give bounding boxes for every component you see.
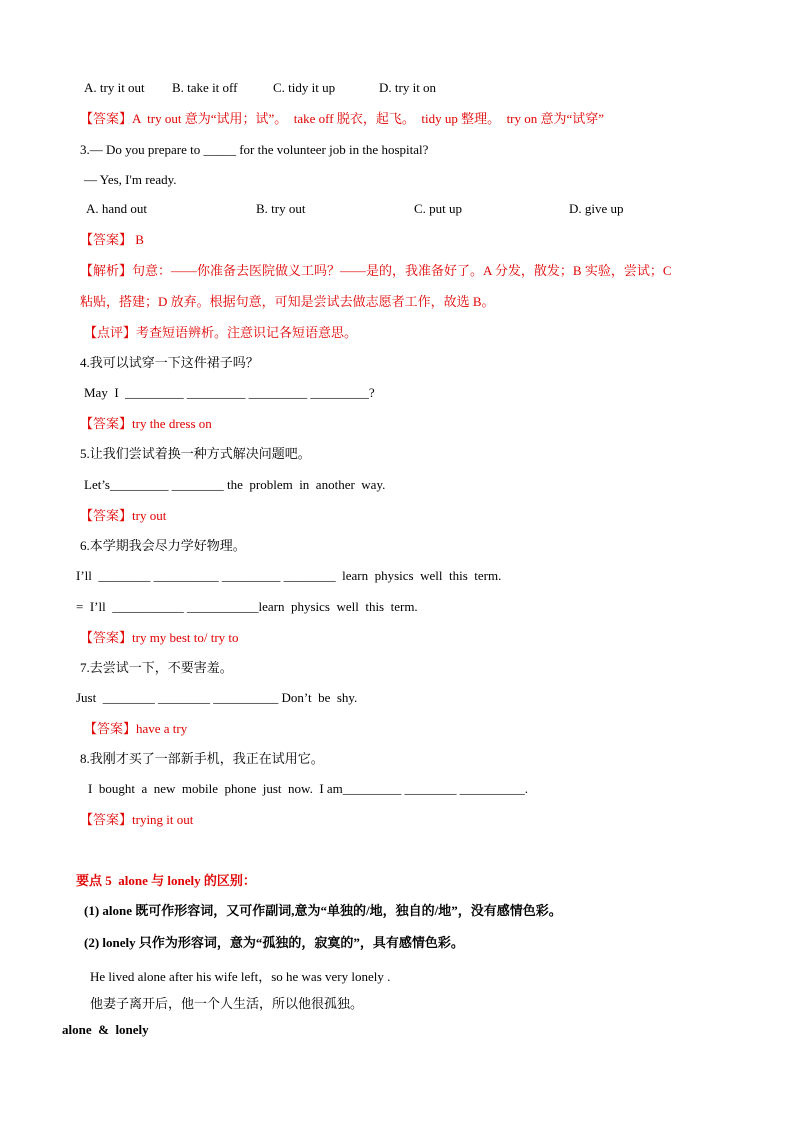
q6-blank-line-2: = I’ll ___________ ___________learn physics well this term. xyxy=(76,599,418,614)
q8-blank-line: I bought a new mobile phone just now. I am_________ ________ __________. xyxy=(88,781,529,796)
q6-blank-line-1: I’ll ________ __________ _________ ________ learn physics well this term. xyxy=(76,568,502,583)
q6-answer: 【答案】try my best to/ try to xyxy=(80,630,239,645)
q5-answer: 【答案】try out xyxy=(80,508,167,523)
q8-prompt: 8.我刚才买了一部新手机，我正在试用它。 xyxy=(80,751,324,766)
q3-option-c: C. put up xyxy=(414,201,463,216)
q4-answer: 【答案】try the dress on xyxy=(80,416,212,431)
q4-prompt: 4.我可以试穿一下这件裙子吗？ xyxy=(80,355,259,370)
q5-blank-line: Let’s_________ ________ the problem in another way. xyxy=(84,477,386,492)
point5-example-zh: 他妻子离开后，他一个人生活，所以他很孤独。 xyxy=(90,996,364,1011)
q3-reply: — Yes, I'm ready. xyxy=(84,172,177,187)
point5-rule-2: (2) lonely 只作为形容词，意为“孤独的，寂寞的”，具有感情色彩。 xyxy=(84,935,464,950)
q2-answer: 【答案】A try out 意为“试用；试”。 take off 脱衣，起飞。 tidy up 整理。 try on 意为“试穿” xyxy=(80,111,605,126)
q2-option-c: C. tidy it up xyxy=(273,80,336,95)
q3-question: 3.— Do you prepare to _____ for the volunteer job in the hospital? xyxy=(80,142,429,157)
point5-rule-1: (1) alone 既可作形容词，又可作副词,意为“单独的/地，独自的/地”，没有感情色彩。 xyxy=(84,903,562,918)
q5-prompt: 5.让我们尝试着换一种方式解决问题吧。 xyxy=(80,446,311,461)
q3-analysis-line-2: 粘贴，搭建；D 放弃。根据句意，可知是尝试去做志愿者工作，故选 B。 xyxy=(80,294,495,309)
q7-blank-line: Just ________ ________ __________ Don’t be shy. xyxy=(76,690,358,705)
q3-answer: 【答案】 B xyxy=(80,232,144,247)
q2-option-a: A. try it out xyxy=(84,80,145,95)
q8-answer: 【答案】trying it out xyxy=(80,812,194,827)
q7-prompt: 7.去尝试一下，不要害羞。 xyxy=(80,660,233,675)
q3-option-a: A. hand out xyxy=(86,201,148,216)
q4-blank-line: May I _________ _________ _________ _________? xyxy=(84,385,375,400)
q3-option-d: D. give up xyxy=(569,201,624,216)
q3-comment: 【点评】考查短语辨析。注意识记各短语意思。 xyxy=(84,325,358,340)
q2-option-b: B. take it off xyxy=(172,80,238,95)
q3-option-b: B. try out xyxy=(256,201,306,216)
point5-heading: 要点 5 alone 与 lonely 的区别： xyxy=(76,873,256,888)
q2-option-d: D. try it on xyxy=(379,80,437,95)
q7-answer: 【答案】have a try xyxy=(84,721,188,736)
point5-example-en: He lived alone after his wife left，so he was very lonely . xyxy=(90,969,391,984)
q3-analysis-line-1: 【解析】句意：——你准备去医院做义工吗？——是的，我准备好了。A 分发，散发；B 实验，尝试；C xyxy=(80,263,672,278)
q6-prompt: 6.本学期我会尽力学好物理。 xyxy=(80,538,246,553)
point5-footer-heading: alone & lonely xyxy=(62,1022,149,1037)
